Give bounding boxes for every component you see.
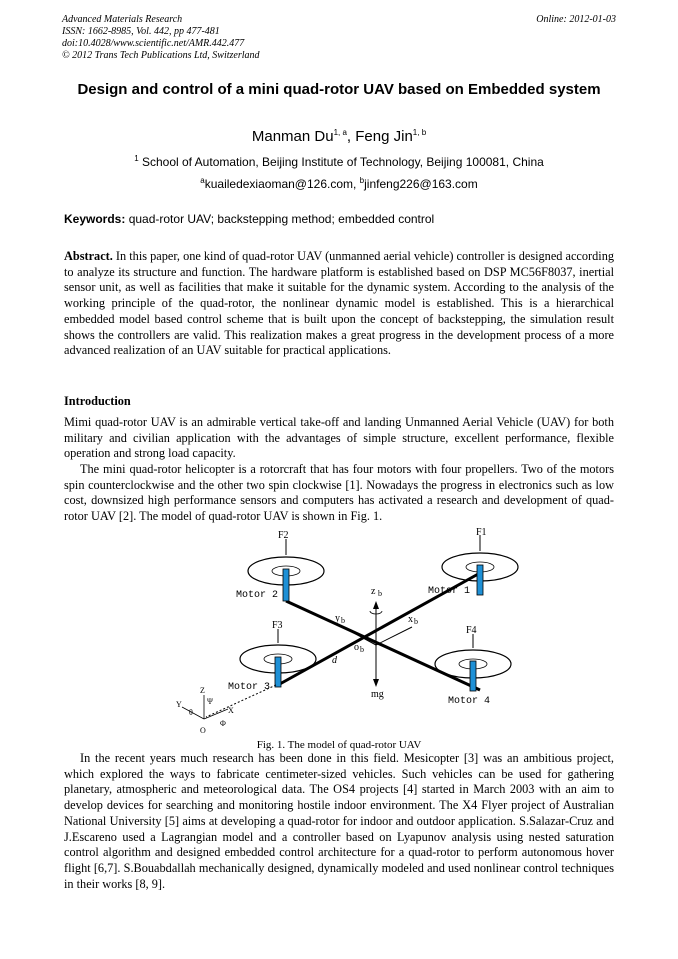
online-date: Online: 2012-01-03 [536, 14, 616, 25]
motor-shaft [477, 565, 483, 595]
inertial-x-axis [204, 709, 228, 719]
issn-line: ISSN: 1662-8985, Vol. 442, pp 477-481 [62, 26, 220, 37]
inertial-y-axis [182, 707, 204, 719]
author-separator: , [346, 128, 356, 145]
arrow-head-icon [373, 601, 379, 609]
axis-subscript: b [378, 589, 382, 598]
axis-label: x [408, 614, 413, 625]
arm-length-label: d [332, 655, 337, 666]
email-link[interactable]: kuailedexiaoman@126.com [204, 177, 353, 191]
axis-label: z [371, 586, 376, 597]
angle-label: Ψ [207, 697, 213, 706]
axis-subscript: b [414, 617, 418, 626]
motor-label: Motor 1 [428, 586, 471, 597]
abstract [64, 249, 614, 359]
axis-label: o [354, 642, 359, 653]
abstract-label: Abstract. [64, 249, 113, 263]
angle-label: θ [189, 708, 193, 717]
journal-name: Advanced Materials Research [62, 14, 183, 25]
email-mark: a [200, 176, 205, 185]
keywords [64, 212, 434, 227]
affiliation-mark: 1 [134, 154, 139, 163]
body-x-axis [376, 627, 412, 645]
journal-header [62, 14, 260, 62]
email-list [0, 177, 678, 192]
doi-line: doi:10.4028/www.scientific.net/AMR.442.477 [62, 38, 245, 49]
author-list [0, 128, 678, 146]
intro-paragraph: The mini quad-rotor helicopter is a rotorcraft that has four motors with four propellers. Two of the motors spin counterclockwise and the other two spin clockwise [1]. Nowadays the progress in electronics such as low cost, downsized high performance sensors and computers has activated a research and development of quad-rotor UAV [2]. The model of quad-rotor UAV is shown in Fig. 1. [64, 462, 614, 524]
keywords-label: Keywords: [64, 212, 126, 226]
force-label: F3 [272, 620, 283, 631]
copyright-line: © 2012 Trans Tech Publications Ltd, Switzerland [62, 50, 260, 61]
body-paragraph: In the recent years much research has been done in this field. Mesicopter [3] was an ambitious project, which explored the ways to fabricate centimeter-sized vehicles. Such vehicles can be used for gathering planetary, atmospheric and meteorological data. The OS4 projects [4] started in March 2003 with an aim to develop devices for searching and monitoring hostile indoor environment. The X4 Flyer project of Australian National University [5] aims at developing a quad-rotor for indoor and outdoor application. S.Salazar-Cruz and J.Escareno used a Lagrangian model and a controller based on Lyapunov analysis using nested saturation control algorithm and designed embedded control architecture for a quad-rotor to perform autonomous hover flight [6,7]. S.Bouabdallah mechanically designed, dynamically modeled and used nonlinear control techniques in their works [8, 9]. [64, 751, 614, 891]
section-heading: Introduction [64, 394, 131, 408]
author-name: Feng Jin [355, 128, 413, 145]
force-label: F4 [466, 625, 477, 636]
intro-paragraph: Mimi quad-rotor UAV is an admirable vertical take-off and landing Unmanned Aerial Vehicle (UAV) for both military and civilian application with the advantages of simple structure, excellent performance, flexible operation and strong load capacity. [64, 415, 614, 461]
axis-subscript: b [341, 616, 345, 625]
author-affiliation-mark: 1, a [333, 128, 347, 137]
affiliation-text: School of Automation, Beijing Institute of Technology, Beijing 100081, China [138, 155, 544, 169]
arrow-head-icon [373, 679, 379, 687]
motor-label: Motor 3 [228, 682, 271, 693]
motor-shaft [275, 657, 281, 687]
quad-rotor-figure [160, 527, 540, 739]
quad-rotor-diagram [160, 527, 540, 739]
motor-label: Motor 4 [448, 696, 491, 707]
force-label: F1 [476, 527, 487, 538]
force-label: F2 [278, 530, 289, 541]
affiliation [0, 155, 678, 170]
abstract-text: In this paper, one kind of quad-rotor UAV (unmanned aerial vehicle) controller is designed according to analyze its structure and function. The hardware platform is established based on DSP MC56F8037, inertial sensor unit, as well as facilities that make it suitable for the dynamic system. According to the analysis of the working principle of the quad-rotor, the nonlinear dynamic model is established. This is a hierarchical embedded model based control scheme that is built upon the concept of backstepping, the simulation result shows the controllers are valid. This realization makes a great progress in the development process of a more advanced realization of an UAV suitable for practical applications. [64, 249, 614, 358]
arm-line [286, 601, 480, 690]
motor-shaft [470, 661, 476, 691]
email-separator: , [353, 177, 360, 191]
gravity-label: mg [371, 689, 384, 700]
motor-label: Motor 2 [236, 590, 279, 601]
keywords-text: quad-rotor UAV; backstepping method; embedded control [125, 212, 435, 226]
figure-caption: Fig. 1. The model of quad-rotor UAV [256, 739, 422, 751]
author-affiliation-mark: 1, b [412, 128, 427, 137]
motor-shaft [283, 569, 289, 601]
axis-label: Y [176, 700, 182, 709]
email-link[interactable]: jinfeng226@163.com [364, 177, 478, 191]
author-name: Manman Du [251, 128, 334, 145]
axis-subscript: b [360, 645, 364, 654]
axis-label: X [228, 706, 234, 715]
axis-label: y [335, 613, 340, 624]
paper-title: Design and control of a mini quad-rotor UAV based on Embedded system [77, 81, 601, 98]
email-mark: b [359, 176, 365, 185]
angle-label: Φ [220, 719, 226, 728]
axis-label: O [200, 726, 206, 735]
axis-label: Z [200, 686, 205, 695]
